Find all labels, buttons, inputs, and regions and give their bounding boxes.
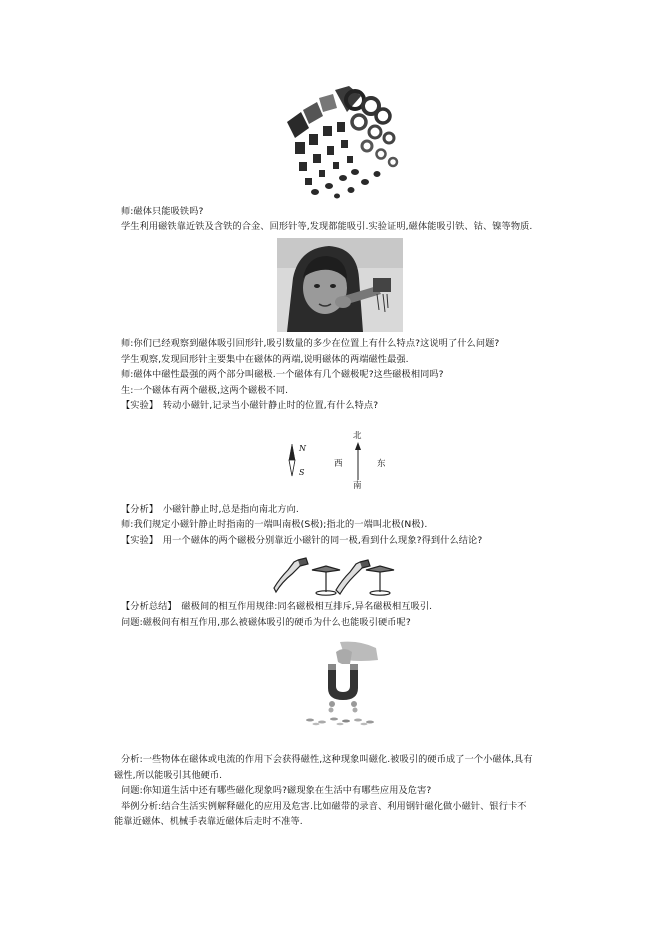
direction-east: 东 [377,459,386,469]
direction-south: 南 [353,481,362,491]
text-line: 师:磁体只能吸铁吗? [121,206,204,217]
needle-s-label: S [299,468,305,477]
magnet-needle-experiment [272,552,397,596]
text-line: 磁性,所以能吸引其他硬币. [114,770,223,781]
needle-n-label: N [299,444,307,453]
text-line: 举例分析:结合生活实例解释磁化的应用及危害.比如磁带的录音、利用钢针磁化做小磁针、银行卡不 [121,801,527,812]
text-line: 问题:磁极间有相互作用,那么被磁体吸引的硬币为什么也能吸引硬币呢? [121,617,411,628]
text-line: 师:我们规定小磁针静止时指南的一端叫南极(S极);指北的一端叫北极(N极). [121,519,428,530]
text-line: 【分析总结】 磁极间的相互作用规律:同名磁极相互排斥,异名磁极相互吸引. [121,601,433,612]
text-line: 【实验】 转动小磁针,记录当小磁针静止时的位置,有什么特点? [121,400,379,411]
magnets-photo [275,82,405,202]
text-line: 师:你们已经观察到磁体吸引回形针,吸引数量的多少在位置上有什么特点?这说明了什么问题? [121,338,500,349]
text-line: 师:磁体中磁性最强的两个部分叫磁极.一个磁体有几个磁极呢?这些磁极相同吗? [121,369,444,380]
direction-west: 西 [334,459,343,469]
child-magnet-photo [277,238,403,332]
text-line: 【分析】 小磁针静止时,总是指向南北方向. [121,504,299,515]
text-line: 学生利用磁铁靠近铁及含铁的合金、回形针等,发现都能吸引.实验证明,磁体能吸引铁、钴、镍等物质. [121,221,533,232]
north-arrow-icon [355,442,361,450]
text-line: 能靠近磁体、机械手表靠近磁体后走时不准等. [114,816,303,827]
text-line: 分析:一些物体在磁体或电流的作用下会获得磁性,这种现象叫磁化.被吸引的硬币成了一个小磁体,具有 [121,754,533,765]
direction-north: 北 [353,431,362,441]
text-line: 问题:你知道生活中还有哪些磁化现象吗?磁现象在生活中有哪些应用及危害? [121,785,432,796]
magnet-coins-photo [300,640,380,726]
text-line: 生:一个磁体有两个磁极,这两个磁极不同. [121,385,289,396]
text-line: 【实验】 用一个磁体的两个磁极分别靠近小磁针的同一极,看到什么现象?得到什么结论? [121,535,483,546]
text-line: 学生观察,发现回形针主要集中在磁体的两端,说明磁体的两端磁性最强. [121,354,409,365]
